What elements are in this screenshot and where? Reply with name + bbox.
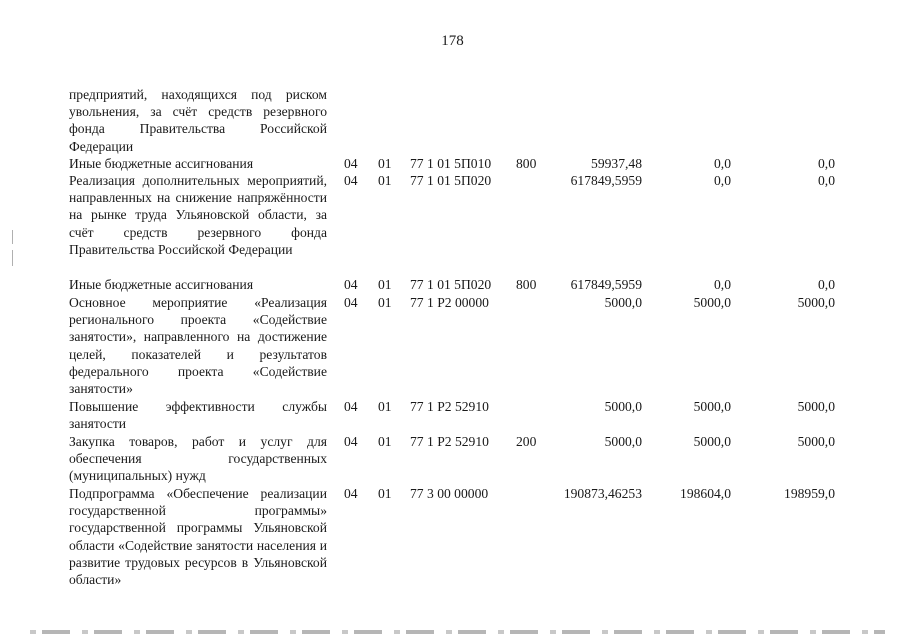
scan-bottom-noise	[30, 630, 885, 634]
amount-year-1: 5000,0	[604, 399, 642, 414]
row-name: предприятий, находящихся под риском увольнения, за счёт средств резервного фонда Правительства Российской Федерации	[69, 87, 327, 154]
target-article-code: 77 1 Р2 52910	[410, 399, 489, 414]
target-article-code: 77 1 01 5П020	[410, 173, 492, 188]
section-code: 04	[344, 173, 358, 188]
subsection-code: 01	[378, 434, 392, 449]
section-code: 04	[344, 434, 358, 449]
amount-year-3: 5000,0	[797, 295, 835, 310]
section-code: 04	[344, 295, 358, 310]
expense-type-code: 200	[516, 434, 537, 449]
scan-margin-mark	[12, 250, 13, 266]
amount-year-2: 0,0	[714, 173, 731, 188]
target-article-code: 77 1 Р2 52910	[410, 434, 489, 449]
subsection-code: 01	[378, 399, 392, 414]
target-article-code: 77 1 01 5П020	[410, 277, 492, 292]
amount-year-2: 198604,0	[680, 486, 731, 501]
amount-year-1: 59937,48	[591, 156, 642, 171]
row-name: Иные бюджетные ассигнования	[69, 156, 254, 171]
amount-year-1: 5000,0	[604, 295, 642, 310]
amount-year-2: 0,0	[714, 277, 731, 292]
subsection-code: 01	[378, 486, 392, 501]
amount-year-3: 0,0	[818, 277, 835, 292]
amount-year-1: 617849,5959	[570, 277, 642, 292]
target-article-code: 77 1 Р2 00000	[410, 295, 489, 310]
row-name: Закупка товаров, работ и услуг для обеспечения государственных (муниципальных) нужд	[69, 434, 327, 484]
section-code: 04	[344, 486, 358, 501]
amount-year-3: 0,0	[818, 156, 835, 171]
subsection-code: 01	[378, 173, 392, 188]
row-name: Основное мероприятие «Реализация регионального проекта «Содействие занятости», направленного на достижение целей, показателей и результатов федерального проекта «Содействие занятости»	[69, 295, 327, 397]
amount-year-3: 198959,0	[784, 486, 835, 501]
row-name: Повышение эффективности службы занятости	[69, 399, 327, 432]
section-code: 04	[344, 156, 358, 171]
scan-margin-mark	[12, 230, 13, 244]
target-article-code: 77 1 01 5П010	[410, 156, 492, 171]
amount-year-1: 5000,0	[604, 434, 642, 449]
page-number: 178	[441, 33, 464, 49]
row-name: Подпрограмма «Обеспечение реализации государственной программы» государственной программы Ульяновской области «Содействие занятости населения и развитие трудовых ресурсов в Ульяновской области»	[69, 486, 327, 588]
subsection-code: 01	[378, 295, 392, 310]
amount-year-3: 5000,0	[797, 399, 835, 414]
target-article-code: 77 3 00 00000	[410, 486, 489, 501]
expense-type-code: 800	[516, 277, 537, 292]
amount-year-2: 5000,0	[693, 295, 731, 310]
amount-year-3: 5000,0	[797, 434, 835, 449]
amount-year-2: 5000,0	[693, 434, 731, 449]
amount-year-2: 5000,0	[693, 399, 731, 414]
section-code: 04	[344, 277, 358, 292]
amount-year-1: 190873,46253	[563, 486, 642, 501]
section-code: 04	[344, 399, 358, 414]
subsection-code: 01	[378, 277, 392, 292]
row-name: Иные бюджетные ассигнования	[69, 277, 254, 292]
amount-year-3: 0,0	[818, 173, 835, 188]
amount-year-2: 0,0	[714, 156, 731, 171]
expense-type-code: 800	[516, 156, 537, 171]
subsection-code: 01	[378, 156, 392, 171]
amount-year-1: 617849,5959	[570, 173, 642, 188]
row-name: Реализация дополнительных мероприятий, направленных на снижение напряжённости на рынке труда Ульяновской области, за счёт средств резервного фонда Правительства Российской Федерации	[69, 173, 327, 257]
